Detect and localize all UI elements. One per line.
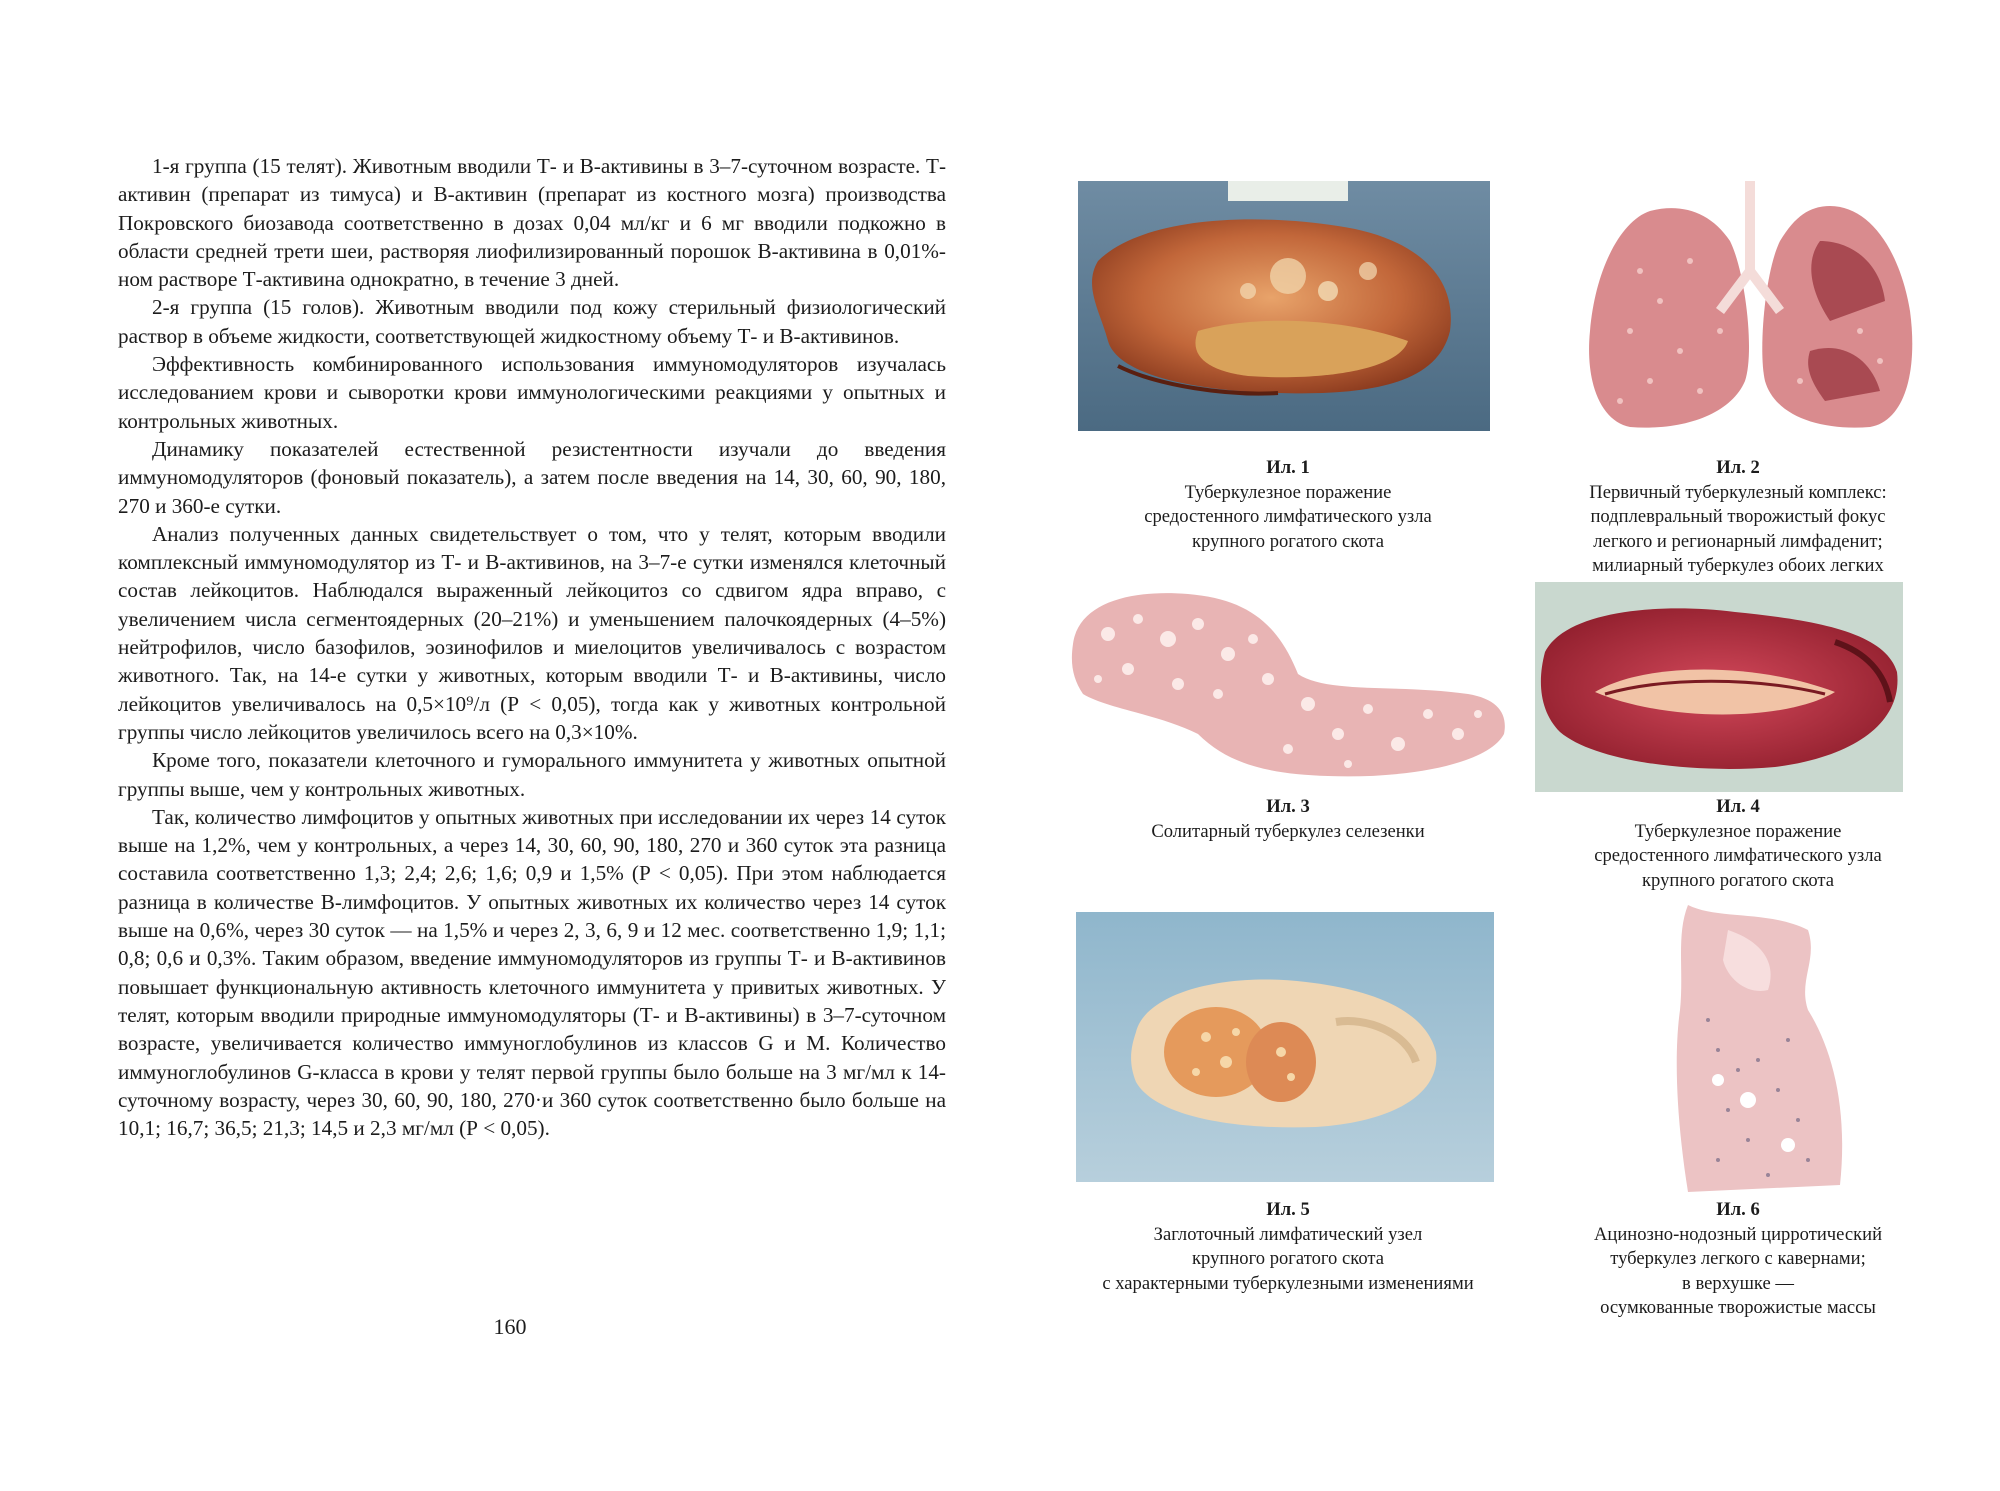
paragraph-analysis: Анализ полученных данных свидетельствует о том, что у телят, которым вводили комплексный иммуномодулятор из Т- и В-активинов, на 3–7-е сутки изменялся клеточный состав лейкоцитов. Наблюдался выраженный лейкоцитоз со сдвигом ядра вправо, с увеличением числа сегментоядерных (20–21%) и уменьшением палочкоядерных (4–5%) нейтрофилов, число базофилов, эозинофилов и миелоцитов увеличивалось с возрастом животного. Так, на 14-е сутки у животных, которым вводили Т- и В-активины, число лейкоцитов увеличивалось на 0,5×10⁹/л (Р < 0,05), тогда как у животных контрольной группы число лейкоцитов увеличилось всего на 0,3×10%. xyxy=(118,521,946,744)
figure-3-caption xyxy=(1098,795,1478,844)
paragraph-group-1: 1-я группа (15 телят). Животным вводили Т- и В-активины в 3–7-суточном возрасте. Т-активин (препарат из тимуса) и В-активин (препарат из костного мозга) производства Покровского биозавода соответственно в дозах 0,04 мл/кг и 6 мг вводили подкожно в области средней трети шеи, растворяя лиофилизированный порошок В-активина в 0,01%-ном растворе Т-активина однократно, в течение 3 дней. xyxy=(118,154,946,292)
left-page-text xyxy=(118,152,946,1142)
figure-6-caption-line: туберкулез легкого с кавернами; xyxy=(1610,1248,1866,1269)
figure-6-title: Ил. 6 xyxy=(1716,1199,1760,1220)
figure-2-title: Ил. 2 xyxy=(1716,457,1760,478)
figure-2-caption xyxy=(1518,456,1958,579)
paragraph-lymphocytes: Так, количество лимфоцитов у опытных животных при исследовании их через 14 суток выше на 1,2%, чем у контрольных, а через 14, 30, 60, 90, 180, 270 и 360 суток эта разница составила соответственно 1,3; 2,4; 2,6; 1,6; 0,9 и 1,5% (Р < 0,05). При этом наблюдается разница в количестве В-лимфоцитов. У опытных животных их количество через 14 суток выше на 0,6%, через 30 суток — на 1,5% и через 2, 3, 6, 9 и 12 мес. соответственно 1,9; 1,1; 0,8; 0,6 и 0,3%. Таким образом, введение иммуномодуляторов из группы Т- и В-активинов повышает функциональную активность клеточного иммунитета у привитых животных. У телят, которым вводили природные иммуномодуляторы (Т- и В-активины) в 3–7-суточном возрасте, увеличивается количество иммуноглобулинов из классов G и М. Количество иммуноглобулинов G-класса в крови у телят первой группы было больше на 3 мг/мл к 14-суточному возрасту, через 30, 60, 90, 180, 270·и 360 суток соответственно было больше на 10,1; 16,7; 36,5; 21,3; 14,5 и 2,3 мг/мл (Р < 0,05). xyxy=(118,804,946,1141)
figure-5-title: Ил. 5 xyxy=(1266,1199,1310,1220)
figure-5-caption-line: с характерными туберкулезными изменениями xyxy=(1102,1272,1474,1294)
figure-4-caption xyxy=(1538,795,1938,893)
figure-1-caption-line: Туберкулезное поражение xyxy=(1184,481,1392,503)
figure-3-photo xyxy=(1068,584,1508,784)
figure-4-caption-line: Туберкулезное поражение xyxy=(1634,820,1842,842)
figure-1-caption xyxy=(1098,456,1478,554)
figure-6-caption-line: в верхушке — xyxy=(1682,1272,1794,1294)
paragraph-efficiency: Эффективность комбинированного использования иммуномодуляторов изучалась исследованием крови и сыворотки крови иммунологическими реакциями у опытных и контрольных животных. xyxy=(118,352,946,433)
figure-1-photo xyxy=(1078,181,1490,431)
figure-1-caption-line: крупного рогатого скота xyxy=(1192,530,1384,552)
figure-2-caption-line: Первичный туберкулезный комплекс: xyxy=(1589,481,1887,503)
figure-4-caption-line: средостенного лимфатического узла xyxy=(1594,845,1882,866)
figure-1-title: Ил. 1 xyxy=(1266,457,1310,478)
figure-2-caption-line: милиарный туберкулез обоих легких xyxy=(1592,555,1884,576)
figure-4-title: Ил. 4 xyxy=(1716,796,1760,817)
figure-3-title: Ил. 3 xyxy=(1266,796,1310,817)
figure-5-caption-line: Заглоточный лимфатический узел xyxy=(1153,1223,1423,1245)
page-number: 160 xyxy=(493,1314,527,1339)
figure-5-photo xyxy=(1076,912,1494,1182)
figure-6-caption-line: Ацинозно-нодозный цирротический xyxy=(1593,1223,1883,1245)
figure-6-caption-line: осумкованные творожистые массы xyxy=(1600,1297,1876,1318)
figure-2-photo xyxy=(1580,181,1922,431)
figure-1-caption-line: средостенного лимфатического узла xyxy=(1144,506,1432,527)
figure-5-caption xyxy=(1058,1198,1518,1296)
figure-4-photo xyxy=(1535,582,1903,792)
figure-6-photo xyxy=(1658,900,1854,1200)
paragraph-dynamics: Динамику показателей естественной резистентности изучали до введения иммуномодуляторов (фоновый показатель), а затем после введения на 14, 30, 60, 90, 180, 270 и 360-е сутки. xyxy=(118,436,946,518)
paragraph-immunity: Кроме того, показатели клеточного и гуморального иммунитета у животных опытной группы выше, чем у контрольных животных. xyxy=(118,748,946,801)
figure-5-caption-line: крупного рогатого скота xyxy=(1192,1248,1384,1269)
figure-2-caption-line: легкого и регионарный лимфаденит; xyxy=(1593,530,1883,552)
figure-4-caption-line: крупного рогатого скота xyxy=(1642,869,1834,891)
figure-2-caption-line: подплевральный творожистый фокус xyxy=(1590,506,1886,527)
figure-3-caption-line: Солитарный туберкулез селезенки xyxy=(1151,820,1425,842)
figure-6-caption xyxy=(1538,1198,1938,1321)
paragraph-group-2: 2-я группа (15 голов). Животным вводили под кожу стерильный физиологический раствор в объеме жидкости, соответствующей жидкостному объему Т- и В-активинов. xyxy=(118,295,946,348)
